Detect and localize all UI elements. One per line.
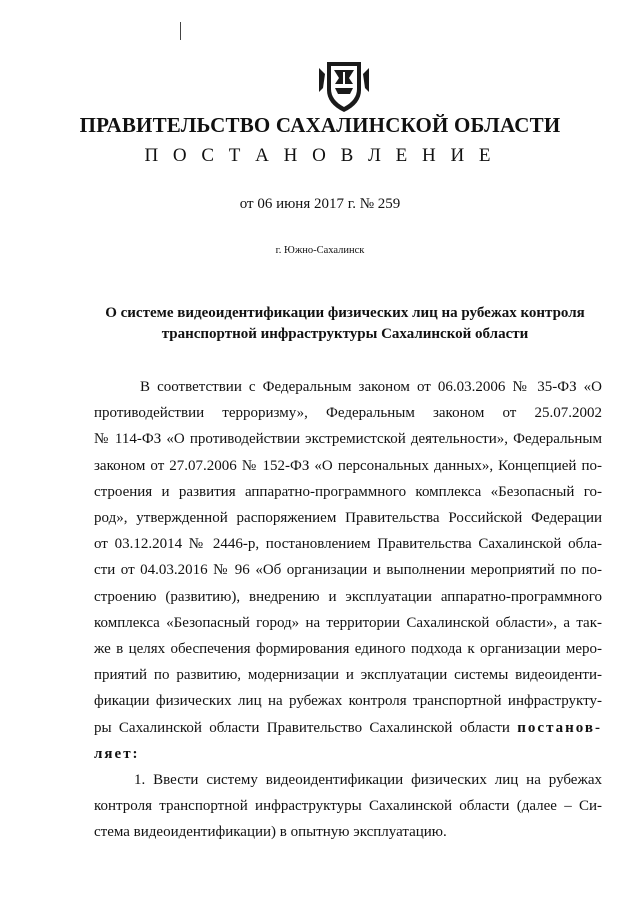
- body-line: [94, 715, 602, 741]
- body-line-text: ры Сахалинской области Правительство Сахалинской области: [94, 719, 510, 736]
- subject-line: транспортной инфраструктуры Сахалинской области: [161, 326, 529, 342]
- body-line: от 03.12.2014 № 2446-р, постановлением Правительства Сахалинской обла-: [94, 536, 602, 553]
- document-type: П О С Т А Н О В Л Е Н И Е: [144, 145, 496, 166]
- body-line: приятий по развитию, модернизации и эксплуатации системы видеоиденти-: [94, 667, 602, 684]
- resolution-word: постанов-: [517, 719, 602, 736]
- scan-mark: [180, 22, 181, 40]
- body-line: стема видеоидентификации) в опытную эксплуатацию.: [94, 824, 447, 841]
- body-line: строения и развития аппаратно-программного комплекса «Безопасный го-: [94, 483, 602, 500]
- government-title: ПРАВИТЕЛЬСТВО САХАЛИНСКОЙ ОБЛАСТИ: [79, 113, 561, 137]
- resolution-word-end: ляет:: [94, 745, 140, 762]
- body-line: же в целях обеспечения формирования единого подхода к организации меро-: [94, 641, 602, 658]
- body-line: строению (развитию), внедрению и эксплуатации аппаратно-программного: [94, 588, 602, 605]
- document-subject: [100, 303, 590, 345]
- body-line: сти от 04.03.2016 № 96 «Об организации и выполнении мероприятий по по-: [94, 562, 602, 579]
- city-name: г. Южно-Сахалинск: [275, 245, 365, 256]
- coat-of-arms-icon: [317, 58, 371, 114]
- subject-line: О системе видеоидентификации физических лиц на рубежах контроля: [105, 305, 585, 321]
- body-line: В соответствии с Федеральным законом от 06.03.2006 № 35-ФЗ «О: [140, 379, 602, 395]
- body-line: противодействии терроризму», Федеральным законом от 25.07.2002: [94, 405, 602, 422]
- body-line: род», утвержденной распоряжением Правительства Российской Федерации: [94, 510, 602, 527]
- body-line: фикации физических лиц на рубежах контроля транспортной инфраструкту-: [94, 693, 602, 710]
- body-line: законом от 27.07.2006 № 152-ФЗ «О персональных данных», Концепцией по-: [94, 457, 602, 474]
- body-line: комплекса «Безопасный город» на территории Сахалинской области», а так-: [94, 614, 602, 631]
- body-line: 1. Ввести систему видеоидентификации физических лиц на рубежах: [134, 772, 602, 789]
- body-line: контроля транспортной инфраструктуры Сахалинской области (далее – Си-: [94, 798, 602, 815]
- body-line: № 114-ФЗ «О противодействии экстремистской деятельности», Федеральным: [94, 431, 602, 448]
- document-date-number: от 06 июня 2017 г. № 259: [239, 196, 401, 212]
- document-body: [94, 374, 602, 846]
